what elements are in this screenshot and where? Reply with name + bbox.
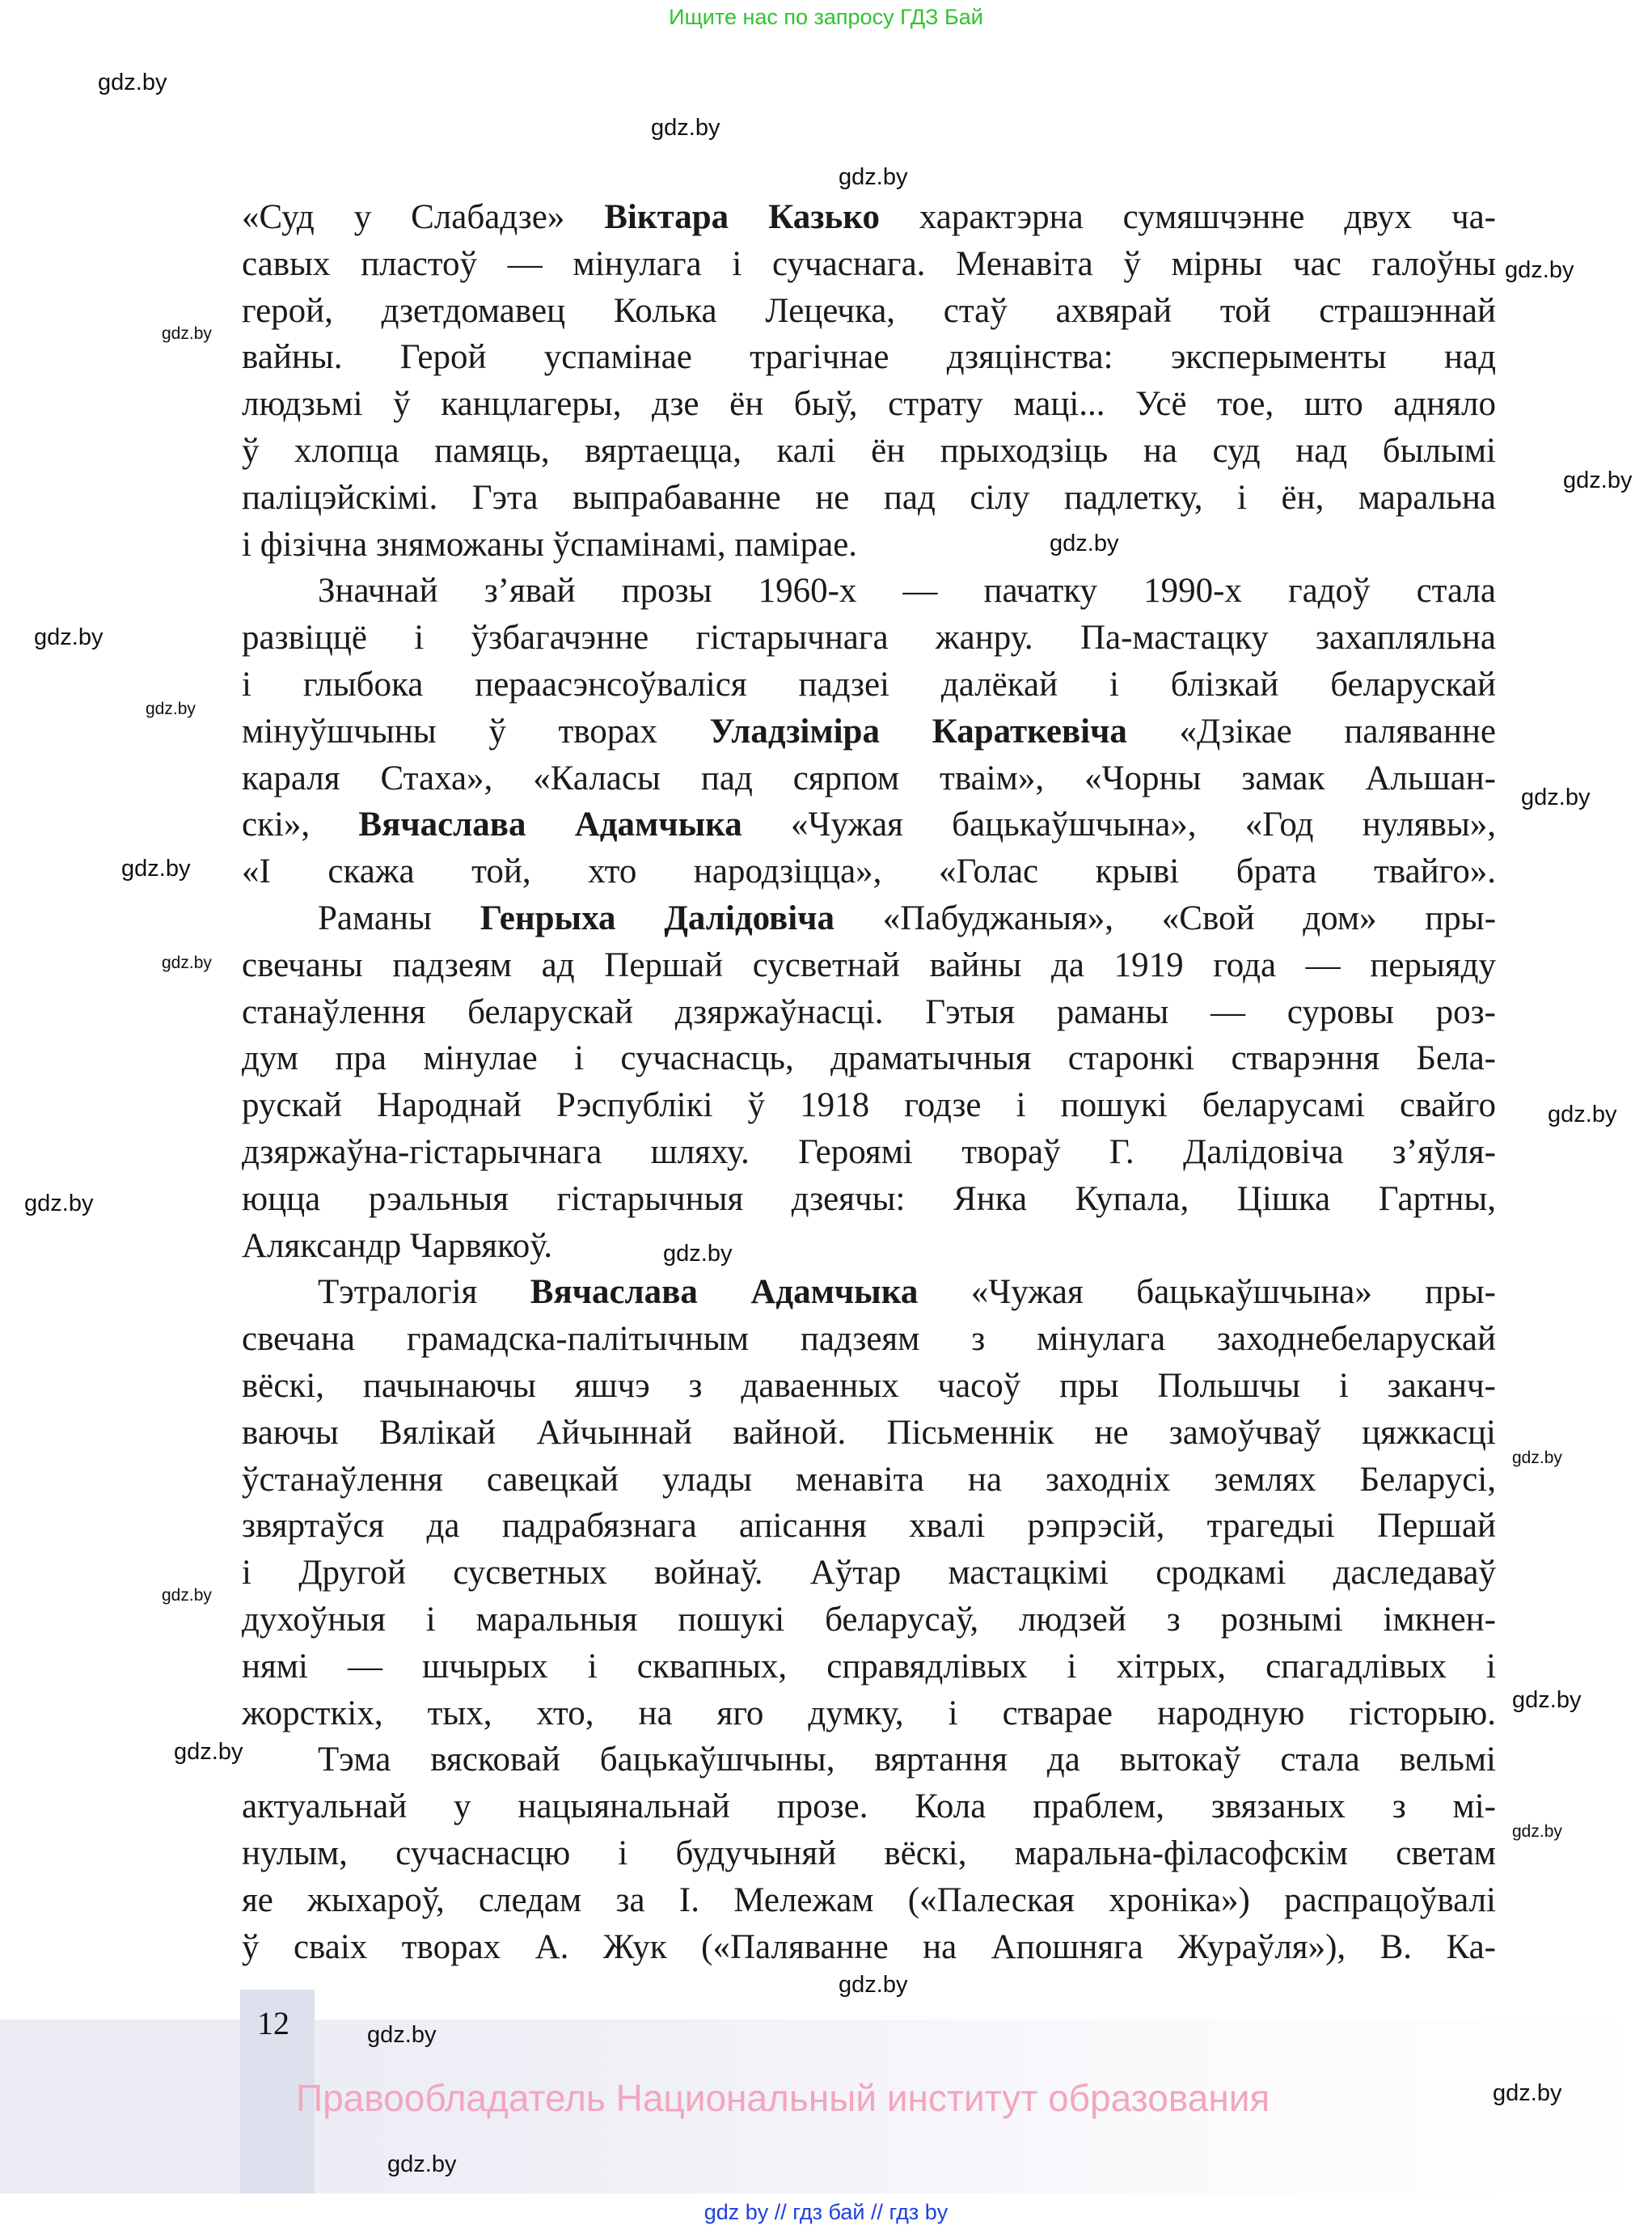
- author-name: Віктара Казько: [604, 198, 880, 236]
- text-segment: станаўлення беларускай дзяржаўнасці. Гэтыя раманы — суровы роз-: [242, 992, 1496, 1031]
- text-line: [242, 1316, 1496, 1363]
- search-hint-banner: Ищите нас по запросу ГДЗ Бай: [669, 5, 983, 29]
- watermark: gdz.by: [1563, 467, 1633, 493]
- text-segment: мінуўшчыны ў творах: [242, 712, 710, 751]
- watermark: gdz.by: [1512, 1687, 1582, 1713]
- text-segment: актуальнай у нацыянальнай прозе. Кола праблем, звязаных з мі-: [242, 1787, 1496, 1826]
- text-segment: вайны. Герой успамінае трагічнае дзяцінства: эксперыменты над: [242, 338, 1496, 377]
- watermark: gdz.by: [146, 700, 196, 718]
- text-line: [242, 848, 1496, 895]
- watermark: gdz.by: [1548, 1102, 1617, 1127]
- text-segment: характэрна сумяшчэнне двух ча-: [879, 198, 1496, 236]
- watermark: gdz.by: [839, 1972, 908, 1998]
- text-segment: рускай Народнай Рэспублікі ў 1918 годзе і пошукі беларусамі свайго: [242, 1086, 1496, 1125]
- text-segment: і Другой сусветных войнаў. Аўтар мастацкімі сродкамі даследаваў: [242, 1554, 1496, 1593]
- text-line: [242, 1783, 1496, 1830]
- author-name: Вячаслава Адамчыка: [530, 1273, 919, 1312]
- watermark: gdz.by: [34, 624, 104, 650]
- watermark: gdz.by: [1512, 1822, 1562, 1841]
- author-name: Уладзіміра Караткевіча: [709, 712, 1127, 751]
- footer-links[interactable]: gdz by // гдз бай // гдз by: [703, 2200, 949, 2224]
- text-segment: ў сваіх творах А. Жук («Паляванне на Апошняга Жураўля»), В. Ка-: [242, 1927, 1496, 1966]
- text-segment: і глыбока пераасэнсоўваліся падзеі далёкай і блізкай беларускай: [242, 666, 1496, 704]
- text-line: [242, 1830, 1496, 1877]
- watermark: gdz.by: [1521, 785, 1591, 810]
- page-number: 12: [257, 2005, 289, 2041]
- watermark: gdz.by: [24, 1191, 94, 1216]
- text-segment: нулым, сучаснасцю і будучыняй вёскі, маральна-філасофскім светам: [242, 1834, 1496, 1872]
- watermark: gdz.by: [1505, 257, 1574, 283]
- text-segment: герой, дзетдомавец Колька Лецечка, стаў ахвярай той страшэннай: [242, 291, 1496, 330]
- watermark: gdz.by: [1050, 531, 1119, 556]
- text-segment: звяртаўся да падрабязнага апісання хвалі рэпрэсій, трагедыі Першай: [242, 1507, 1496, 1546]
- text-segment: Раманы: [318, 899, 480, 937]
- author-name: Вячаслава Адамчыка: [358, 806, 742, 844]
- text-line: [242, 989, 1496, 1036]
- watermark: gdz.by: [387, 2151, 457, 2177]
- text-segment: Тэтралогія: [318, 1273, 530, 1312]
- watermark: gdz.by: [663, 1241, 733, 1267]
- watermark: gdz.by: [367, 2022, 437, 2048]
- text-segment: «І скажа той, хто народзіцца», «Голас крыві брата твайго».: [242, 852, 1496, 891]
- text-segment: духоўныя і маральныя пошукі беларусаў, людзей з рознымі імкнен-: [242, 1601, 1496, 1639]
- text-line: [242, 755, 1496, 802]
- watermark: gdz.by: [121, 856, 191, 882]
- text-line: [242, 1597, 1496, 1643]
- text-line: [242, 802, 1496, 848]
- text-line: [242, 1176, 1496, 1223]
- text-line: [242, 1129, 1496, 1176]
- watermark: gdz.by: [1493, 2080, 1562, 2106]
- text-segment: «Пабуджаныя», «Свой дом» пры-: [834, 899, 1497, 937]
- text-line: [318, 1736, 1496, 1783]
- text-segment: «Суд у Слабадзе»: [242, 198, 605, 236]
- text-line: [318, 895, 1496, 942]
- watermark: gdz.by: [98, 70, 167, 95]
- text-segment: і фізічна зняможаны ўспамінамі, памірае.: [242, 525, 858, 564]
- text-segment: юцца рэальныя гістарычныя дзеячы: Янка Купала, Цішка Гартны,: [242, 1179, 1496, 1218]
- text-line: [242, 428, 1496, 475]
- text-line: [242, 1082, 1496, 1129]
- text-line: [318, 1269, 1496, 1316]
- text-line: [242, 1223, 552, 1270]
- text-segment: ў хлопца памяць, вяртаецца, калі ён прыходзіць на суд над былымі: [242, 432, 1496, 470]
- text-line: [242, 942, 1496, 989]
- watermark: gdz.by: [162, 1586, 212, 1605]
- text-line: [242, 1410, 1496, 1457]
- text-segment: дум пра мінулае і сучаснасць, драматычныя старонкі стварэння Бела-: [242, 1039, 1496, 1078]
- text-line: [242, 1643, 1496, 1690]
- rights-holder-notice: Правообладатель Национальный институт образования: [296, 2077, 1270, 2119]
- watermark: gdz.by: [162, 954, 212, 972]
- text-segment: вёскі, пачынаючы яшчэ з даваенных часоў пры Польшчы і заканч-: [242, 1367, 1496, 1405]
- text-line: [242, 1457, 1496, 1504]
- text-line: [242, 615, 1496, 662]
- text-line: [242, 194, 1496, 241]
- text-line: [242, 1503, 1496, 1550]
- text-segment: Тэма вясковай бацькаўшчыны, вяртання да вытокаў стала вельмі: [318, 1741, 1496, 1779]
- text-segment: караля Стаха», «Каласы пад сярпом тваім», «Чорны замак Альшан-: [242, 759, 1496, 797]
- watermark: gdz.by: [162, 324, 212, 343]
- text-segment: яе жыхароў, следам за І. Мележам («Палеская хроніка») распрацоўвалі: [242, 1880, 1496, 1919]
- text-segment: «Дзікае паляванне: [1126, 712, 1497, 751]
- text-segment: дзяржаўна-гістарычнага шляху. Героямі твораў Г. Далідовіча з’яўля-: [242, 1133, 1496, 1171]
- text-segment: жорсткіх, тых, хто, на яго думку, і стварае народную гісторыю.: [242, 1694, 1496, 1732]
- watermark: gdz.by: [1512, 1449, 1562, 1467]
- text-line: [242, 522, 857, 569]
- watermark: gdz.by: [174, 1739, 243, 1765]
- text-line: [242, 381, 1496, 428]
- text-line: [242, 1690, 1496, 1737]
- text-segment: свечаны падзеям ад Першай сусветнай вайны да 1919 года — перыяду: [242, 945, 1496, 984]
- text-line: [242, 288, 1496, 335]
- text-segment: развіццё і ўзбагачэнне гістарычнага жанру. Па-мастацку захапляльна: [242, 619, 1496, 658]
- text-line: [242, 475, 1496, 522]
- text-segment: «Чужая бацькаўшчына», «Год нулявы»,: [741, 806, 1496, 844]
- text-segment: свечана грамадска-палітычным падзеям з мінулага заходнебеларускай: [242, 1320, 1496, 1359]
- watermark: gdz.by: [839, 164, 908, 190]
- watermark: gdz.by: [651, 115, 720, 141]
- text-line: [242, 662, 1496, 709]
- text-segment: Аляксандр Чарвякоў.: [242, 1226, 553, 1265]
- text-segment: «Чужая бацькаўшчына» пры-: [918, 1273, 1496, 1312]
- text-line: [242, 1924, 1496, 1971]
- text-line: [318, 568, 1496, 615]
- text-line: [242, 241, 1496, 288]
- text-line: [242, 1877, 1496, 1924]
- text-segment: савых пластоў — мінулага і сучаснага. Менавіта ў мірны час галоўны: [242, 244, 1496, 283]
- text-line: [242, 1035, 1496, 1082]
- text-segment: Значнай з’явай прозы 1960-х — пачатку 1990-х гадоў стала: [318, 572, 1496, 611]
- text-line: [242, 1550, 1496, 1597]
- text-segment: нямі — шчырых і сквапных, справядлівых і хітрых, спагадлівых і: [242, 1647, 1496, 1686]
- text-segment: паліцэйскімі. Гэта выпрабаванне не пад сілу падлетку, і ён, маральна: [242, 478, 1496, 517]
- text-segment: скі»,: [242, 806, 359, 844]
- text-line: [242, 709, 1496, 755]
- text-segment: людзьмі ў канцлагеры, дзе ён быў, страту маці... Усё тое, што адняло: [242, 385, 1496, 424]
- text-segment: ваючы Вялікай Айчыннай вайной. Пісьменнік не замоўчваў цяжкасці: [242, 1413, 1496, 1452]
- text-segment: ўстанаўлення савецкай улады менавіта на заходніх землях Беларусі,: [242, 1460, 1496, 1499]
- footer-left-block: [0, 2020, 234, 2193]
- author-name: Генрыха Далідовіча: [480, 899, 834, 937]
- text-line: [242, 334, 1496, 381]
- text-line: [242, 1363, 1496, 1410]
